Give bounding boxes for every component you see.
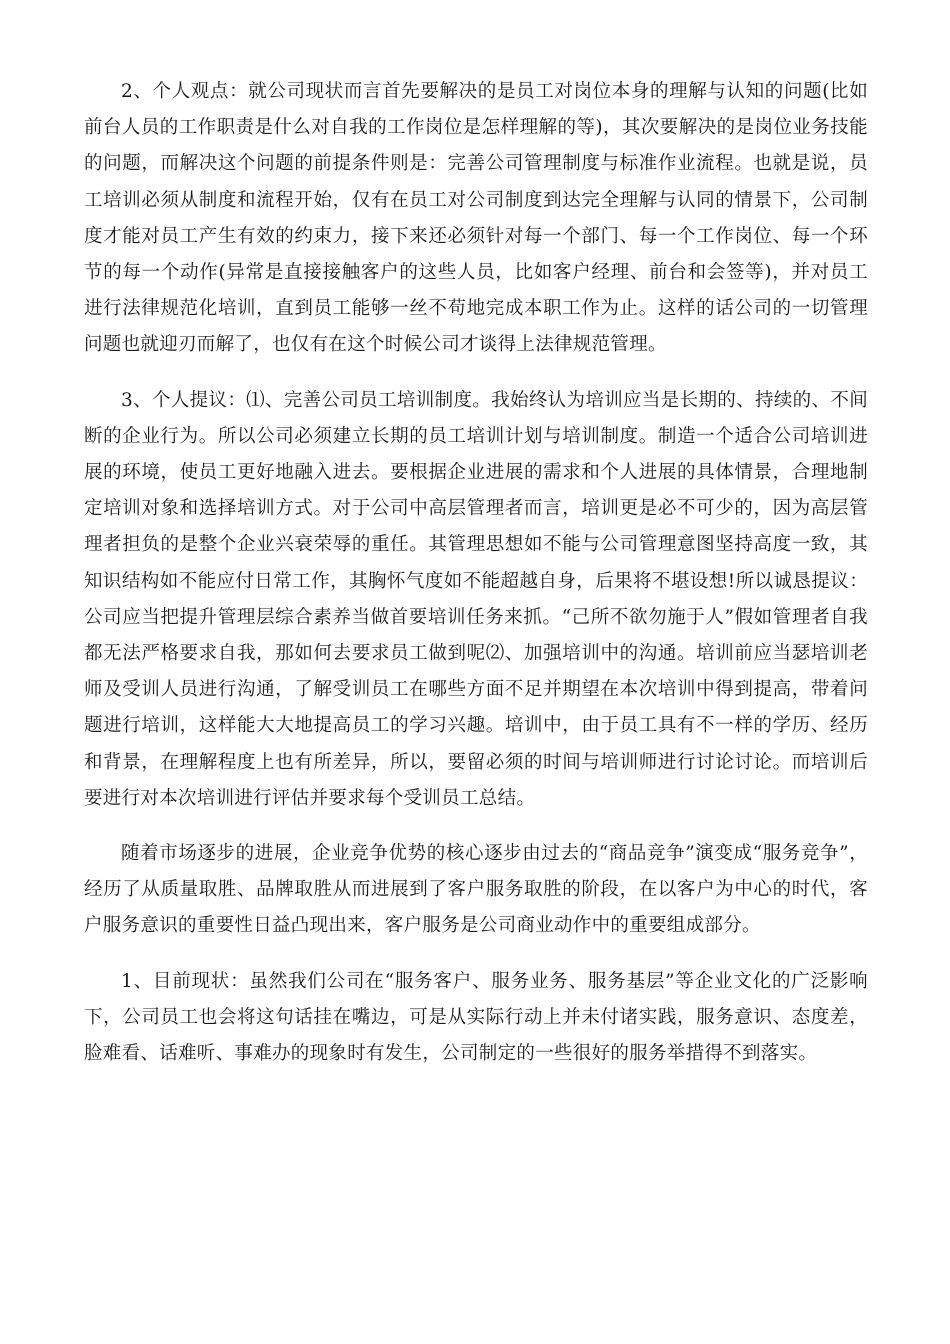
paragraph-current-status: 1、目前现状：虽然我们公司在“服务客户、服务业务、服务基层”等企业文化的广泛影响下，公司员工也会将这句话挂在嘴边，可是从实际行动上并未付诸实践，服务意识、态度差，脸难看、话难听、事难办的现象时有发生，公司制定的一些很好的服务举措得不到落实。 <box>84 970 868 1065</box>
paragraph-personal-proposal: 3、个人提议：⑴、完善公司员工培训制度。我始终认为培训应当是长期的、持续的、不间断的企业行为。所以公司必须建立长期的员工培训计划与培训制度。制造一个适合公司培训进展的环境，使员工更好地融入进去。要根据企业进展的需求和个人进展的具体情景，合理地制定培训对象和选择培训方式。对于公司中高层管理者而言，培训更是必不可少的，因为高层管理者担负的是整个企业兴衰荣辱的重任。其管理思想如不能与公司管理意图坚持高度一致，其知识结构如不能应付日常工作，其胸怀气度如不能超越自身，后果将不堪设想!所以诚恳提议：公司应当把提升管理层综合素养当做首要培训任务来抓。“己所不欲勿施于人”假如管理者自我都无法严格要求自我，那如何去要求员工做到呢⑵、加强培训中的沟通。培训前应当瑟培训老师及受训人员进行沟通，了解受训员工在哪些方面不足并期望在本次培训中得到提高，带着问题进行培训，这样能大大地提高员工的学习兴趣。培训中，由于员工具有不一样的学历、经历和背景，在理解程度上也有所差异，所以，要留必须的时间与培训师进行讨论讨论。而培训后要进行对本次培训进行评估并要求每个受训员工总结。 <box>84 389 868 809</box>
document-body <box>84 74 868 1072</box>
paragraph-personal-view: 2、个人观点：就公司现状而言首先要解决的是员工对岗位本身的理解与认知的问题(比如前台人员的工作职责是什么对自我的工作岗位是怎样理解的等)，其次要解决的是岗位业务技能的问题，而解决这个问题的前提条件则是：完善公司管理制度与标准作业流程。也就是说，员工培训必须从制度和流程开始，仅有在员工对公司制度到达完全理解与认同的情景下，公司制度才能对员工产生有效的约束力，接下来还必须针对每一个部门、每一个工作岗位、每一个环节的每一个动作(异常是直接接触客户的这些人员，比如客户经理、前台和会签等)，并对员工进行法律规范化培训，直到员工能够一丝不苟地完成本职工作为止。这样的话公司的一切管理问题也就迎刃而解了，也仅有在这个时候公司才谈得上法律规范管理。 <box>84 81 868 356</box>
paragraph-market-service: 随着市场逐步的进展，企业竞争优势的核心逐步由过去的“商品竞争”演变成“服务竞争”，经历了从质量取胜、品牌取胜从而进展到了客户服务取胜的阶段，在以客户为中心的时代，客户服务意识的重要性日益凸现出来，客户服务是公司商业动作中的重要组成部分。 <box>84 843 868 937</box>
